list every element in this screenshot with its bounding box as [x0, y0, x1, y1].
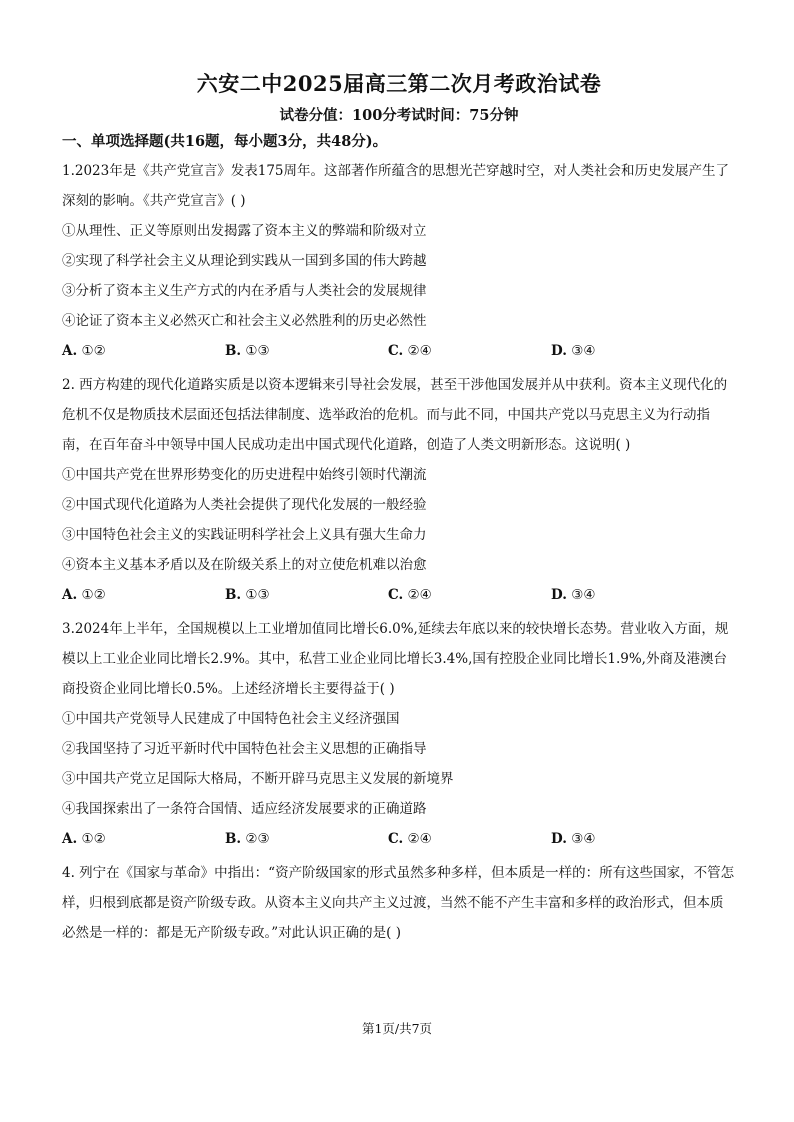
question-stem: 2. 西方构建的现代化道路实质是以资本逻辑来引导社会发展，甚至干涉他国发展并从中获利。资本主义现代化的危机不仅是物质技术层面还包括法律制度、选举政治的危机。而与此不同，中国共产党以马克思主义为行动指南，在百年奋斗中领导中国人民成功走出中国式现代化道路，创造了人类文明新形态。这说明( ): [62, 377, 728, 453]
answer-choice: [62, 580, 225, 610]
choice-letter: D.: [551, 343, 567, 359]
choice-letter: C.: [388, 587, 404, 603]
section-title: 一、单项选择题(共16题，每小题3分，共48分)。: [62, 133, 388, 150]
choice-letter: B.: [225, 343, 242, 359]
exam-subtitle: 试卷分值：100分考试时间：75分钟: [279, 107, 519, 124]
choice-letter: A.: [62, 831, 78, 847]
answer-choices: [62, 580, 736, 610]
choice-text: ②④: [407, 587, 432, 603]
statement-option: ③中国共产党立足国际大格局，不断开辟马克思主义发展的新境界: [62, 771, 454, 787]
exam-title: 六安二中2025届高三第二次月考政治试卷: [196, 71, 602, 96]
choice-letter: C.: [388, 831, 404, 847]
statement-option: ④论证了资本主义必然灭亡和社会主义必然胜利的历史必然性: [62, 313, 427, 329]
question-3: [62, 614, 736, 854]
statement-option: ③分析了资本主义生产方式的内在矛盾与人类社会的发展规律: [62, 283, 427, 299]
statement-option: ④我国探索出了一条符合国情、适应经济发展要求的正确道路: [62, 801, 427, 817]
choice-text: ①③: [245, 587, 270, 603]
answer-choice: [551, 580, 714, 610]
question-1: [62, 156, 736, 366]
question-2: [62, 370, 736, 610]
question-stem: 3.2024年上半年，全国规模以上工业增加值同比增长6.0%,延续去年底以来的较快增长态势。营业收入方面，规模以上工业企业同比增长2.9%。其中，私营工业企业同比增长3.4%,国有控股企业同比增长1.9%,外商及港澳台商投资企业同比增长0.5%。上述经济增长主要得益于( ): [62, 621, 729, 697]
statement-option: ②中国式现代化道路为人类社会提供了现代化发展的一般经验: [62, 497, 427, 513]
statement-option: ③中国特色社会主义的实践证明科学社会上义具有强大生命力: [62, 527, 427, 543]
choice-letter: B.: [225, 831, 242, 847]
answer-choice: [62, 336, 225, 366]
statement-option: ①从理性、正义等原则出发揭露了资本主义的弊端和阶级对立: [62, 223, 427, 239]
choice-text: ①③: [245, 343, 270, 359]
statement-option: ④资本主义基本矛盾以及在阶级关系上的对立使危机难以治愈: [62, 557, 427, 573]
statement-option: ②实现了科学社会主义从理论到实践从一国到多国的伟大跨越: [62, 253, 427, 269]
answer-choice: [225, 824, 388, 854]
answer-choice: [225, 580, 388, 610]
choice-text: ①②: [81, 831, 106, 847]
choice-letter: B.: [225, 587, 242, 603]
question-stem: 4. 列宁在《国家与革命》中指出：“资产阶级国家的形式虽然多种多样，但本质是一样的：所有这些国家，不管怎样，归根到底都是资产阶级专政。从资本主义向共产主义过渡，当然不能不产生丰富和多样的政治形式，但本质必然是一样的：都是无产阶级专政。”对此认识正确的是( ): [62, 865, 735, 941]
choice-text: ②④: [407, 343, 432, 359]
choice-letter: D.: [551, 831, 567, 847]
statement-option: ①中国共产党在世界形势变化的历史进程中始终引领时代潮流: [62, 467, 427, 483]
answer-choice: [225, 336, 388, 366]
answer-choice: [388, 336, 551, 366]
statement-option: ②我国坚持了习近平新时代中国特色社会主义思想的正确指导: [62, 741, 427, 757]
choice-letter: C.: [388, 343, 404, 359]
answer-choice: [551, 824, 714, 854]
answer-choice: [551, 336, 714, 366]
question-list: [62, 156, 736, 948]
choice-text: ③④: [571, 343, 596, 359]
answer-choice: [388, 824, 551, 854]
answer-choice: [62, 824, 225, 854]
choice-text: ①②: [81, 587, 106, 603]
question-4: [62, 858, 736, 948]
answer-choices: [62, 336, 736, 366]
statement-option: ①中国共产党领导人民建成了中国特色社会主义经济强国: [62, 711, 400, 727]
question-stem: 1.2023年是《共产党宣言》发表175周年。这部著作所蕴含的思想光芒穿越时空，对人类社会和历史发展产生了深刻的影响。《共产党宣言》( ): [62, 163, 730, 209]
choice-text: ②③: [245, 831, 270, 847]
choice-letter: A.: [62, 587, 78, 603]
answer-choice: [388, 580, 551, 610]
choice-text: ③④: [571, 587, 596, 603]
choice-text: ②④: [407, 831, 432, 847]
page-number: 第1页/共7页: [361, 1021, 433, 1036]
choice-letter: A.: [62, 343, 78, 359]
answer-choices: [62, 824, 736, 854]
choice-text: ①②: [81, 343, 106, 359]
choice-letter: D.: [551, 587, 567, 603]
choice-text: ③④: [571, 831, 596, 847]
